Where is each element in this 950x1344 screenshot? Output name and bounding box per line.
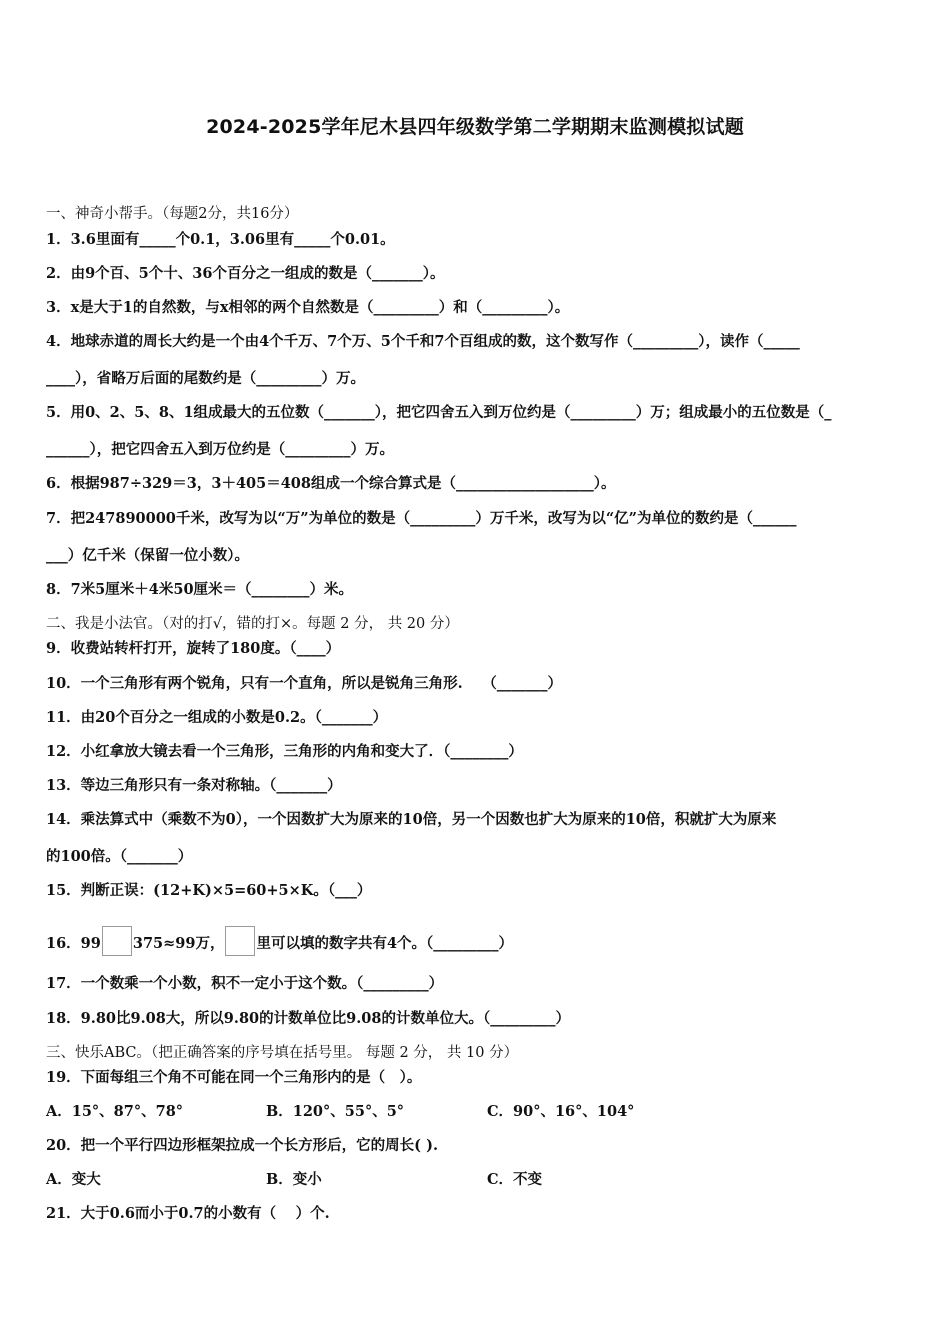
- question-9: 9．收费站转杆打开，旋转了180度。（____）: [46, 640, 341, 657]
- question-20-option-a: A．变大: [46, 1171, 101, 1188]
- section-2-heading: 二、我是小法官。（对的打√，错的打×。每题 2 分， 共 20 分）: [46, 616, 459, 632]
- question-20-option-b: B．变小: [266, 1171, 322, 1188]
- question-15: 15．判断正误：(12+K)×5=60+5×K。（___）: [46, 882, 372, 899]
- question-16-part-3: 里可以填的数字共有4个。（_________）: [256, 935, 514, 952]
- question-7-line-1: 7．把247890000千米，改写为以“万”为单位的数是（_________）万千米，改写为以“亿”为单位的数约是（______: [46, 510, 797, 527]
- question-4-line-1: 4．地球赤道的周长大约是一个由4个千万、7个万、5个千和7个百组成的数，这个数写作（_________），读作（_____: [46, 333, 800, 350]
- question-19-option-c: C．90°、16°、104°: [487, 1103, 635, 1120]
- question-1: 1．3.6里面有_____个0.1，3.06里有_____个0.01。: [46, 231, 395, 248]
- question-18: 18．9.80比9.08大，所以9.80的计数单位比9.08的计数单位大。（_________）: [46, 1010, 570, 1027]
- answer-box: [102, 926, 132, 956]
- question-19-option-b: B．120°、55°、5°: [266, 1103, 405, 1120]
- question-20-option-c: C．不变: [487, 1171, 543, 1188]
- question-6: 6．根据987÷329＝3，3＋405＝408组成一个综合算式是（___________________）。: [46, 475, 616, 492]
- question-21: 21．大于0.6而小于0.7的小数有（ ）个.: [46, 1205, 330, 1222]
- question-5-line-2: ______），把它四舍五入到万位约是（_________）万。: [46, 441, 394, 458]
- answer-box: [225, 926, 255, 956]
- section-1-heading: 一、神奇小帮手。（每题2分，共16分）: [46, 206, 299, 222]
- question-19-option-a: A．15°、87°、78°: [46, 1103, 184, 1120]
- question-17: 17．一个数乘一个小数，积不一定小于这个数。（_________）: [46, 975, 444, 992]
- question-12: 12．小红拿放大镜去看一个三角形，三角形的内角和变大了．（________）: [46, 743, 523, 760]
- question-14-line-1: 14．乘法算式中（乘数不为0），一个因数扩大为原来的10倍，另一个因数也扩大为原来的10倍，积就扩大为原来: [46, 811, 777, 828]
- question-19: 19．下面每组三个角不可能在同一个三角形内的是（ ）。: [46, 1069, 422, 1086]
- question-7-line-2: ___）亿千米（保留一位小数）。: [46, 547, 249, 564]
- section-3-heading: 三、快乐ABC。（把正确答案的序号填在括号里。 每题 2 分， 共 10 分）: [46, 1045, 519, 1061]
- question-10: 10．一个三角形有两个锐角，只有一个直角，所以是锐角三角形. （_______）: [46, 675, 563, 692]
- question-2: 2．由9个百、5个十、36个百分之一组成的数是（_______）。: [46, 265, 445, 282]
- question-16-part-2: 375≈99万，: [132, 935, 225, 952]
- question-3: 3．x是大于1的自然数，与x相邻的两个自然数是（_________）和（_________）。: [46, 299, 570, 316]
- question-16: [46, 926, 513, 956]
- question-5-line-1: 5．用0、2、5、8、1组成最大的五位数（_______），把它四舍五入到万位约是（_________）万；组成最小的五位数是（_: [46, 404, 832, 421]
- question-20: 20．把一个平行四边形框架拉成一个长方形后，它的周长( ).: [46, 1137, 438, 1154]
- question-14-line-2: 的100倍。（_______）: [46, 848, 193, 865]
- page-title: 2024-2025学年尼木县四年级数学第二学期期末监测模拟试题: [206, 116, 744, 138]
- question-8: 8．7米5厘米＋4米50厘米＝（________）米。: [46, 581, 354, 598]
- question-16-part-1: 16．99: [46, 935, 101, 952]
- question-11: 11．由20个百分之一组成的小数是0.2。（_______）: [46, 709, 388, 726]
- question-13: 13．等边三角形只有一条对称轴。（_______）: [46, 777, 342, 794]
- question-4-line-2: ____），省略万后面的尾数约是（_________）万。: [46, 370, 365, 387]
